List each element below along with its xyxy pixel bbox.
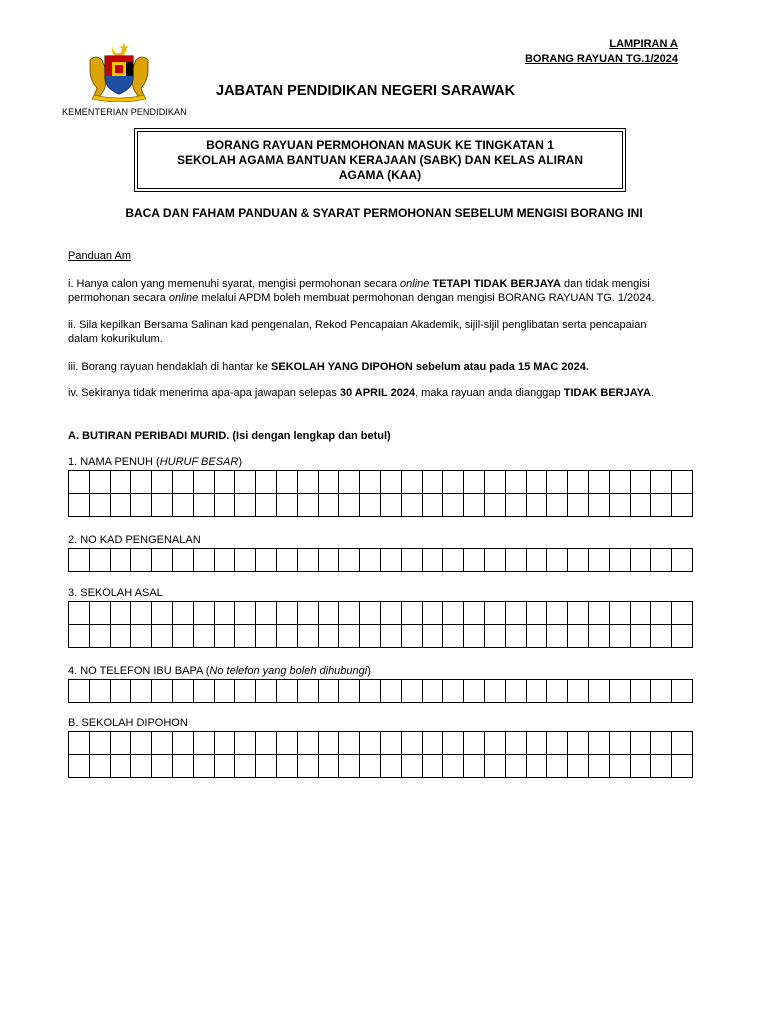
character-box[interactable] xyxy=(568,732,589,755)
character-box[interactable] xyxy=(69,471,90,494)
character-box[interactable] xyxy=(360,680,381,703)
character-box[interactable] xyxy=(215,680,236,703)
character-box[interactable] xyxy=(589,680,610,703)
department-title: JABATAN PENDIDIKAN NEGERI SARAWAK xyxy=(216,83,516,99)
character-box[interactable] xyxy=(131,625,152,648)
character-box[interactable] xyxy=(111,549,132,572)
character-box[interactable] xyxy=(277,602,298,625)
character-box[interactable] xyxy=(610,755,631,778)
character-box[interactable] xyxy=(589,755,610,778)
character-box[interactable] xyxy=(319,494,340,517)
character-box[interactable] xyxy=(194,732,215,755)
character-box[interactable] xyxy=(235,549,256,572)
character-box[interactable] xyxy=(443,549,464,572)
character-box[interactable] xyxy=(69,494,90,517)
character-box[interactable] xyxy=(194,680,215,703)
character-box[interactable] xyxy=(631,625,652,648)
character-box[interactable] xyxy=(381,549,402,572)
character-box[interactable] xyxy=(339,625,360,648)
character-box[interactable] xyxy=(298,549,319,572)
character-box[interactable] xyxy=(173,755,194,778)
character-box[interactable] xyxy=(443,732,464,755)
character-box[interactable] xyxy=(547,755,568,778)
character-box[interactable] xyxy=(651,549,672,572)
character-box[interactable] xyxy=(277,549,298,572)
character-box[interactable] xyxy=(215,494,236,517)
character-box[interactable] xyxy=(672,732,693,755)
character-box[interactable] xyxy=(651,625,672,648)
character-box[interactable] xyxy=(298,755,319,778)
character-box[interactable] xyxy=(215,732,236,755)
attachment-ref: LAMPIRAN A xyxy=(609,38,678,50)
character-box[interactable] xyxy=(90,732,111,755)
ministry-name: KEMENTERIAN PENDIDIKAN xyxy=(62,107,187,117)
character-box[interactable] xyxy=(506,680,527,703)
character-box[interactable] xyxy=(464,471,485,494)
character-box[interactable] xyxy=(423,680,444,703)
character-box[interactable] xyxy=(443,625,464,648)
character-box[interactable] xyxy=(506,625,527,648)
ic-number-label: 2. NO KAD PENGENALAN xyxy=(68,534,201,546)
character-box[interactable] xyxy=(235,471,256,494)
character-box[interactable] xyxy=(402,625,423,648)
character-box[interactable] xyxy=(69,625,90,648)
character-box[interactable] xyxy=(277,625,298,648)
character-box[interactable] xyxy=(651,602,672,625)
character-box[interactable] xyxy=(256,625,277,648)
character-box[interactable] xyxy=(256,602,277,625)
character-box[interactable] xyxy=(443,680,464,703)
character-box[interactable] xyxy=(360,755,381,778)
parent-phone-field[interactable] xyxy=(68,679,693,703)
character-box[interactable] xyxy=(256,680,277,703)
parent-phone-label: 4. NO TELEFON IBU BAPA (No telefon yang boleh dihubungi) xyxy=(68,665,371,677)
character-box[interactable] xyxy=(589,625,610,648)
character-box[interactable] xyxy=(381,602,402,625)
character-box[interactable] xyxy=(443,471,464,494)
form-code: BORANG RAYUAN TG.1/2024 xyxy=(524,53,678,65)
character-box[interactable] xyxy=(194,602,215,625)
guideline-3: iii. Borang rayuan hendaklah di hantar ke SEKOLAH YANG DIPOHON sebelum atau pada 15 MAC 2024. xyxy=(68,361,589,373)
character-box[interactable] xyxy=(152,471,173,494)
character-box[interactable] xyxy=(651,471,672,494)
character-box[interactable] xyxy=(298,680,319,703)
character-box[interactable] xyxy=(568,755,589,778)
character-box[interactable] xyxy=(194,755,215,778)
character-box[interactable] xyxy=(339,732,360,755)
character-box[interactable] xyxy=(672,494,693,517)
character-box[interactable] xyxy=(256,471,277,494)
character-box[interactable] xyxy=(506,755,527,778)
form-title-line-1: BORANG RAYUAN PERMOHONAN MASUK KE TINGKATAN 1 xyxy=(206,137,554,152)
character-box[interactable] xyxy=(173,680,194,703)
coat-of-arms-icon xyxy=(84,40,154,102)
character-box[interactable] xyxy=(131,494,152,517)
character-box[interactable] xyxy=(423,471,444,494)
character-box[interactable] xyxy=(610,680,631,703)
character-box[interactable] xyxy=(527,680,548,703)
character-box[interactable] xyxy=(215,471,236,494)
character-box[interactable] xyxy=(131,680,152,703)
character-box[interactable] xyxy=(589,471,610,494)
character-box[interactable] xyxy=(173,625,194,648)
character-box[interactable] xyxy=(381,680,402,703)
character-box[interactable] xyxy=(235,680,256,703)
character-box[interactable] xyxy=(631,680,652,703)
character-box[interactable] xyxy=(589,732,610,755)
character-box[interactable] xyxy=(111,755,132,778)
character-box[interactable] xyxy=(90,755,111,778)
character-box[interactable] xyxy=(672,625,693,648)
character-box[interactable] xyxy=(527,494,548,517)
form-title-box xyxy=(134,128,626,192)
character-box[interactable] xyxy=(506,732,527,755)
character-box[interactable] xyxy=(339,494,360,517)
character-box[interactable] xyxy=(90,625,111,648)
character-box[interactable] xyxy=(319,680,340,703)
character-box[interactable] xyxy=(235,625,256,648)
character-box[interactable] xyxy=(485,471,506,494)
character-box[interactable] xyxy=(319,625,340,648)
character-box[interactable] xyxy=(131,602,152,625)
character-box[interactable] xyxy=(215,549,236,572)
character-box[interactable] xyxy=(631,602,652,625)
character-box[interactable] xyxy=(339,549,360,572)
character-box[interactable] xyxy=(360,549,381,572)
character-box[interactable] xyxy=(568,471,589,494)
character-box[interactable] xyxy=(235,755,256,778)
character-box[interactable] xyxy=(194,625,215,648)
character-box[interactable] xyxy=(402,549,423,572)
character-box[interactable] xyxy=(339,602,360,625)
character-box[interactable] xyxy=(402,494,423,517)
instruction-warning: BACA DAN FAHAM PANDUAN & SYARAT PERMOHONAN SEBELUM MENGISI BORANG INI xyxy=(125,206,643,220)
character-box[interactable] xyxy=(672,602,693,625)
character-box[interactable] xyxy=(568,494,589,517)
character-box[interactable] xyxy=(443,602,464,625)
character-box[interactable] xyxy=(111,494,132,517)
character-box[interactable] xyxy=(485,625,506,648)
character-box[interactable] xyxy=(256,755,277,778)
character-box[interactable] xyxy=(589,602,610,625)
character-box[interactable] xyxy=(215,602,236,625)
character-box[interactable] xyxy=(111,602,132,625)
form-title-line-2: SEKOLAH AGAMA BANTUAN KERAJAAN (SABK) DAN KELAS ALIRAN xyxy=(177,152,583,167)
character-box[interactable] xyxy=(610,494,631,517)
character-box[interactable] xyxy=(547,680,568,703)
character-box[interactable] xyxy=(631,549,652,572)
character-box[interactable] xyxy=(651,680,672,703)
character-box[interactable] xyxy=(610,549,631,572)
character-box[interactable] xyxy=(464,755,485,778)
character-box[interactable] xyxy=(506,471,527,494)
character-box[interactable] xyxy=(381,625,402,648)
character-box[interactable] xyxy=(194,471,215,494)
character-box[interactable] xyxy=(152,680,173,703)
character-box[interactable] xyxy=(527,625,548,648)
character-box[interactable] xyxy=(527,549,548,572)
character-box[interactable] xyxy=(672,549,693,572)
character-box[interactable] xyxy=(173,471,194,494)
character-box[interactable] xyxy=(339,471,360,494)
character-box[interactable] xyxy=(319,471,340,494)
character-box[interactable] xyxy=(610,625,631,648)
character-box[interactable] xyxy=(339,755,360,778)
full-name-label: 1. NAMA PENUH (HURUF BESAR) xyxy=(68,456,243,468)
character-box[interactable] xyxy=(69,602,90,625)
character-box[interactable] xyxy=(298,494,319,517)
character-box[interactable] xyxy=(547,732,568,755)
section-a-heading: A. BUTIRAN PERIBADI MURID. (Isi dengan lengkap dan betul) xyxy=(68,430,391,442)
character-box[interactable] xyxy=(152,755,173,778)
character-box[interactable] xyxy=(527,732,548,755)
character-box[interactable] xyxy=(464,732,485,755)
character-box[interactable] xyxy=(90,549,111,572)
character-box[interactable] xyxy=(631,471,652,494)
character-box[interactable] xyxy=(131,471,152,494)
character-box[interactable] xyxy=(631,494,652,517)
character-box[interactable] xyxy=(610,732,631,755)
character-box[interactable] xyxy=(173,732,194,755)
character-box[interactable] xyxy=(568,625,589,648)
character-box[interactable] xyxy=(235,494,256,517)
character-box[interactable] xyxy=(69,549,90,572)
character-box[interactable] xyxy=(423,732,444,755)
character-box[interactable] xyxy=(527,471,548,494)
character-box[interactable] xyxy=(485,549,506,572)
character-box[interactable] xyxy=(589,494,610,517)
character-box[interactable] xyxy=(152,602,173,625)
character-box[interactable] xyxy=(90,680,111,703)
character-box[interactable] xyxy=(277,732,298,755)
character-box[interactable] xyxy=(360,602,381,625)
section-b-heading: B. SEKOLAH DIPOHON xyxy=(68,717,188,729)
character-box[interactable] xyxy=(111,625,132,648)
character-box[interactable] xyxy=(381,471,402,494)
origin-school-label: 3. SEKOLAH ASAL xyxy=(68,587,163,599)
character-box[interactable] xyxy=(152,732,173,755)
character-box[interactable] xyxy=(298,625,319,648)
character-box[interactable] xyxy=(651,494,672,517)
character-box[interactable] xyxy=(485,494,506,517)
character-box[interactable] xyxy=(527,755,548,778)
character-box[interactable] xyxy=(256,549,277,572)
character-box[interactable] xyxy=(111,680,132,703)
character-box[interactable] xyxy=(173,602,194,625)
character-box[interactable] xyxy=(464,602,485,625)
character-box[interactable] xyxy=(215,755,236,778)
character-box[interactable] xyxy=(402,471,423,494)
character-box[interactable] xyxy=(298,602,319,625)
character-box[interactable] xyxy=(111,732,132,755)
character-box[interactable] xyxy=(464,549,485,572)
character-box[interactable] xyxy=(90,471,111,494)
guidelines-heading: Panduan Am xyxy=(68,250,131,262)
character-box[interactable] xyxy=(298,732,319,755)
guideline-2: ii. Sila kepilkan Bersama Salinan kad pengenalan, Rekod Pencapaian Akademik, sijil-sijil penglibatan serta pencapaian dalam kokurikulum. xyxy=(68,319,647,345)
character-box[interactable] xyxy=(651,755,672,778)
character-box[interactable] xyxy=(464,494,485,517)
character-box[interactable] xyxy=(381,732,402,755)
character-box[interactable] xyxy=(381,494,402,517)
character-box[interactable] xyxy=(152,625,173,648)
character-box[interactable] xyxy=(464,680,485,703)
character-box[interactable] xyxy=(319,602,340,625)
character-box[interactable] xyxy=(360,471,381,494)
character-box[interactable] xyxy=(360,625,381,648)
character-box[interactable] xyxy=(319,732,340,755)
character-box[interactable] xyxy=(423,625,444,648)
character-box[interactable] xyxy=(111,471,132,494)
character-box[interactable] xyxy=(547,471,568,494)
character-box[interactable] xyxy=(235,732,256,755)
character-box[interactable] xyxy=(173,549,194,572)
character-box[interactable] xyxy=(69,680,90,703)
character-box[interactable] xyxy=(90,494,111,517)
character-box[interactable] xyxy=(360,732,381,755)
character-box[interactable] xyxy=(568,549,589,572)
character-box[interactable] xyxy=(319,755,340,778)
character-box[interactable] xyxy=(423,549,444,572)
character-box[interactable] xyxy=(506,549,527,572)
character-box[interactable] xyxy=(339,680,360,703)
character-box[interactable] xyxy=(610,602,631,625)
applied-school-field[interactable] xyxy=(68,731,693,778)
ic-number-field[interactable] xyxy=(68,548,693,572)
character-box[interactable] xyxy=(256,732,277,755)
character-box[interactable] xyxy=(589,549,610,572)
character-box[interactable] xyxy=(402,602,423,625)
character-box[interactable] xyxy=(256,494,277,517)
character-box[interactable] xyxy=(277,680,298,703)
character-box[interactable] xyxy=(464,625,485,648)
character-box[interactable] xyxy=(69,755,90,778)
character-box[interactable] xyxy=(277,494,298,517)
character-box[interactable] xyxy=(360,494,381,517)
character-box[interactable] xyxy=(131,549,152,572)
character-box[interactable] xyxy=(423,755,444,778)
character-box[interactable] xyxy=(485,732,506,755)
character-box[interactable] xyxy=(423,602,444,625)
character-box[interactable] xyxy=(631,732,652,755)
character-box[interactable] xyxy=(506,602,527,625)
character-box[interactable] xyxy=(152,549,173,572)
character-box[interactable] xyxy=(277,471,298,494)
character-box[interactable] xyxy=(402,755,423,778)
character-box[interactable] xyxy=(672,755,693,778)
character-box[interactable] xyxy=(547,625,568,648)
character-box[interactable] xyxy=(631,755,652,778)
character-box[interactable] xyxy=(131,755,152,778)
character-box[interactable] xyxy=(152,494,173,517)
character-box[interactable] xyxy=(547,602,568,625)
character-box[interactable] xyxy=(277,755,298,778)
character-box[interactable] xyxy=(506,494,527,517)
guideline-4: iv. Sekiranya tidak menerima apa-apa jawapan selepas 30 APRIL 2024, maka rayuan anda dianggap TIDAK BERJAYA. xyxy=(68,387,654,399)
character-box[interactable] xyxy=(568,602,589,625)
full-name-field[interactable] xyxy=(68,470,693,517)
character-box[interactable] xyxy=(443,755,464,778)
character-box[interactable] xyxy=(485,680,506,703)
character-box[interactable] xyxy=(194,549,215,572)
form-title-line-3: AGAMA (KAA) xyxy=(338,167,422,182)
character-box[interactable] xyxy=(90,602,111,625)
character-box[interactable] xyxy=(215,625,236,648)
character-box[interactable] xyxy=(69,732,90,755)
character-box[interactable] xyxy=(485,602,506,625)
character-box[interactable] xyxy=(423,494,444,517)
character-box[interactable] xyxy=(194,494,215,517)
character-box[interactable] xyxy=(527,602,548,625)
character-box[interactable] xyxy=(173,494,194,517)
character-box[interactable] xyxy=(381,755,402,778)
origin-school-field[interactable] xyxy=(68,601,693,648)
character-box[interactable] xyxy=(131,732,152,755)
guideline-1: i. Hanya calon yang memenuhi syarat, mengisi permohonan secara online TETAPI TIDAK BERJAYA dan tidak mengisi permohonan secara online melalui APDM boleh membuat permohonan dengan mengisi BORANG RAYUAN TG. 1/2024. xyxy=(68,278,655,304)
character-box[interactable] xyxy=(547,549,568,572)
character-box[interactable] xyxy=(402,732,423,755)
character-box[interactable] xyxy=(568,680,589,703)
character-box[interactable] xyxy=(402,680,423,703)
character-box[interactable] xyxy=(319,549,340,572)
character-box[interactable] xyxy=(298,471,319,494)
character-box[interactable] xyxy=(672,680,693,703)
character-box[interactable] xyxy=(485,755,506,778)
character-box[interactable] xyxy=(672,471,693,494)
character-box[interactable] xyxy=(235,602,256,625)
character-box[interactable] xyxy=(610,471,631,494)
character-box[interactable] xyxy=(651,732,672,755)
character-box[interactable] xyxy=(547,494,568,517)
character-box[interactable] xyxy=(443,494,464,517)
